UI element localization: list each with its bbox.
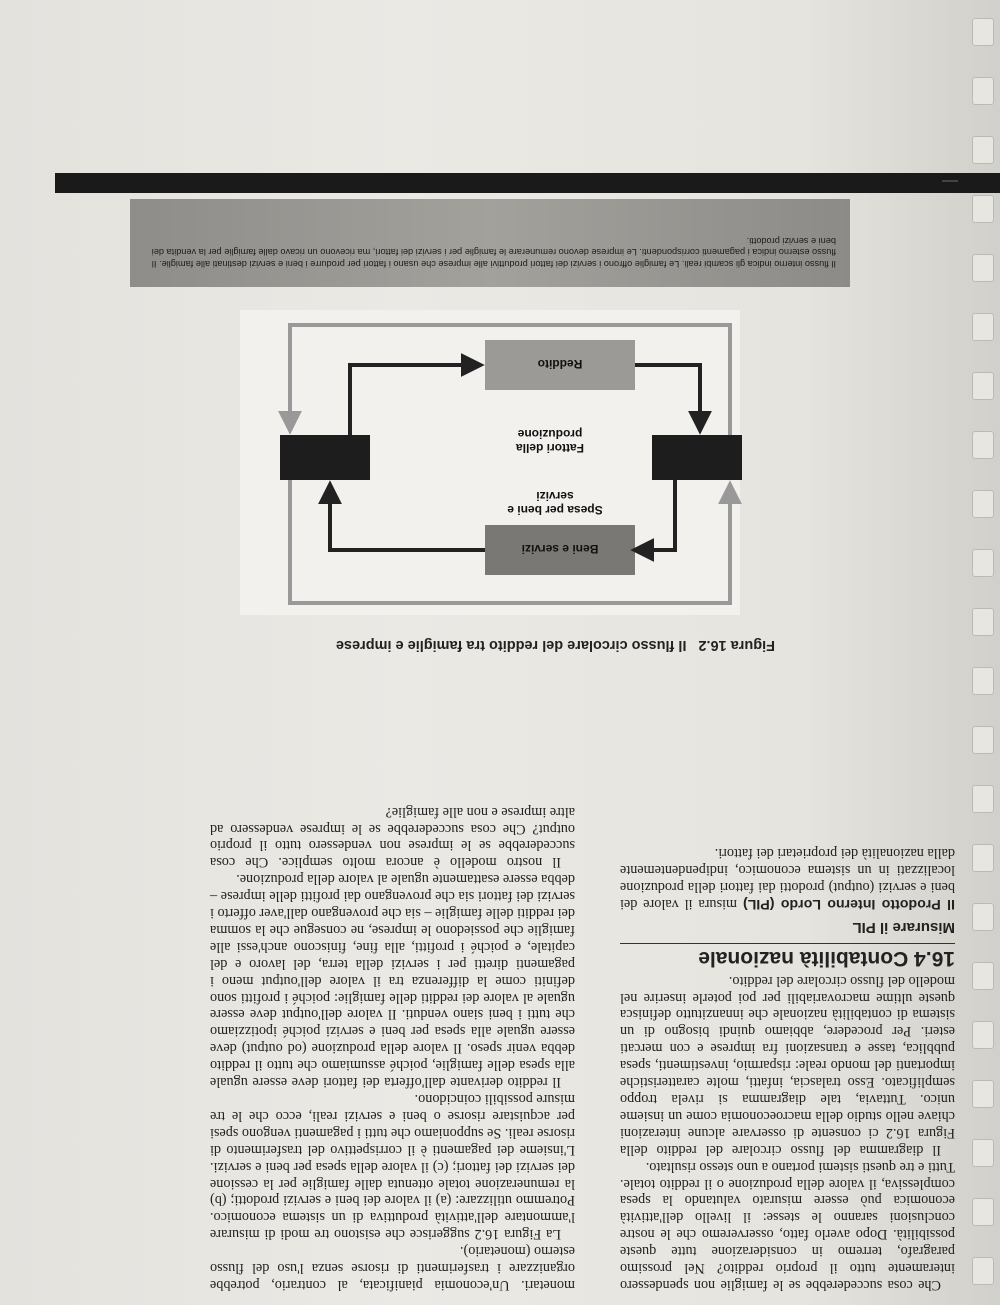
binder-ring	[972, 608, 994, 636]
binder-ring	[972, 1257, 994, 1285]
binder-ring	[972, 372, 994, 400]
binder-edge	[968, 0, 1000, 1305]
paragraph: Che cosa succederebbe se le famiglie non spendessero interamente tutto il proprio reddito? Nel prossimo paragrafo, terremo in considerazione tutte queste possibilità. Dopo averlo fatto, osserveremo che le nostre conclusioni saranno le stesse: il livello dell'attività economica può essere misurato valutando la spesa complessiva, il valore della produzione o il reddito totale. Tutti e tre questi sistemi portano a uno stesso risultato.	[620, 1158, 955, 1293]
header-rule-bar	[55, 173, 1000, 193]
binder-ring	[972, 490, 994, 518]
label-fattori-wrap	[490, 410, 610, 455]
binder-ring	[972, 844, 994, 872]
pil-term: Il Prodotto Interno Lordo (PIL)	[742, 895, 955, 912]
binder-ring	[972, 313, 994, 341]
figure-note: Il flusso interno indica gli scambi reali. Le famiglie offrono i servizi dei fattori produttivi alle imprese che usano i fattori per produrre i beni e servizi destinati alle famiglie. Il flusso esterno indica i pagamenti corrispondenti. Le imprese devono remunerare le famiglie per i servizi dei fattori, ma ricevono un ricavo dalle famiglie per la vendita dei beni e servizi prodotti.	[130, 199, 850, 287]
pil-text: misura il valore dei beni e servizi (output) prodotti dai fattori della produzione localizzati in un sistema economico, indipendentemente dalla nazionalità dei proprietari dei fattori.	[620, 845, 955, 912]
label-reddito: Reddito	[537, 357, 583, 371]
margin-mark	[942, 180, 958, 182]
imprese-block	[652, 435, 742, 480]
section-title: 16.4 Contabilità nazionale	[620, 943, 955, 966]
binder-ring	[972, 195, 994, 223]
binder-ring	[972, 18, 994, 46]
binder-ring	[972, 254, 994, 282]
pil-definition	[620, 844, 955, 912]
figure-title: Il flusso circolare del reddito tra famiglie e imprese	[335, 637, 687, 653]
binder-ring	[972, 903, 994, 931]
right-text-column	[210, 803, 575, 1293]
binder-ring	[972, 77, 994, 105]
binder-ring	[972, 431, 994, 459]
binder-ring	[972, 136, 994, 164]
binder-ring	[972, 549, 994, 577]
paragraph: Il diagramma del flusso circolare del reddito della Figura 16.2 ci consente di osservare alcune interazioni chiave nello studio della macroeconomia come un insieme unico. Tuttavia, tale diagramma si rivela troppo semplificato. Esso tralascia, infatti, molte caratteristiche importanti del mondo reale: risparmio, investimenti, spesa pubblica, tasse e transazioni fra imprese e con mercati esteri. Per procedere, abbiamo quindi bisogno di un sistema di contabilità nazionale che innanzitutto definisca queste ultime macrovariabili per poi poterle inserire nel modello del flusso circolare del reddito.	[620, 972, 955, 1158]
label-beni: Beni e servizi	[521, 542, 599, 556]
binder-ring	[972, 785, 994, 813]
label-fattori: Fattori della produzione	[516, 427, 585, 455]
subsection-title: Misurare il PIL	[852, 918, 955, 936]
famiglie-block	[280, 435, 370, 480]
paragraph: La Figura 16.2 suggerisce che esistono tre modi di misurare l'ammontare dell'attività produttiva di un sistema economico. Potremmo utilizzare: (a) il valore dei beni e servizi prodotti; (b) la remunerazione totale ottenuta dalle famiglie per la cessione dei servizi dei fattori; (c) il valore della spesa per beni e servizi. L'insieme dei pagamenti è il corrispettivo del trasferimento di risorse reali. Se supponiamo che tutti i pagamenti vengono spesi per acquistare risorse o beni e servizi reali, ecco che le tre misure possibili coincidono.	[210, 1091, 575, 1243]
label-spesa: Spesa per beni e servizi	[507, 489, 603, 517]
binder-ring	[972, 1198, 994, 1226]
binder-ring	[972, 1021, 994, 1049]
paragraph: Il reddito derivante dall'offerta dei fattori deve essere uguale alla spesa delle famiglie, poiché assumiamo che tutto il reddito debba venir speso. Il valore della produzione (od output) deve essere uguale alla spesa per beni e servizi poiché ipotizziamo che tutti i beni siano venduti. Il valore dell'output deve essere uguale al valore dei redditi delle famiglie: poiché i profitti sono definiti come la differenza tra il valore dell'output meno i pagamenti diretti per i servizi della terra, del lavoro e del capitale, e poiché i profitti, alla fine, finiscono anch'essi alle famiglie che possiedono le imprese, ne consegue che la somma dei redditi delle famiglie – sia che provengano dall'aver offerto i servizi dei fattori sia che provengano dai profitti delle imprese – debba essere esattamente uguale al valore della produzione.	[210, 871, 575, 1091]
figure-caption	[255, 637, 775, 653]
binder-ring	[972, 726, 994, 754]
left-text-column	[620, 844, 955, 1293]
circular-flow-diagram	[210, 295, 770, 625]
binder-ring	[972, 1139, 994, 1167]
binder-ring	[972, 1080, 994, 1108]
binder-ring	[972, 667, 994, 695]
label-spesa-wrap	[495, 472, 615, 517]
binder-ring	[972, 962, 994, 990]
figure-number: Figura 16.2	[698, 637, 775, 653]
paragraph: Il nostro modello è ancora molto semplice. Che cosa succederebbe se le imprese non vendessero tutto il proprio output? Che cosa succederebbe se le imprese vendessero ad altre imprese e non alle famiglie?	[210, 803, 575, 871]
paragraph: monetari. Un'economia pianificata, al contrario, potrebbe organizzare i trasferimenti di risorse senza l'uso del flusso esterno (monetario).	[210, 1243, 575, 1293]
